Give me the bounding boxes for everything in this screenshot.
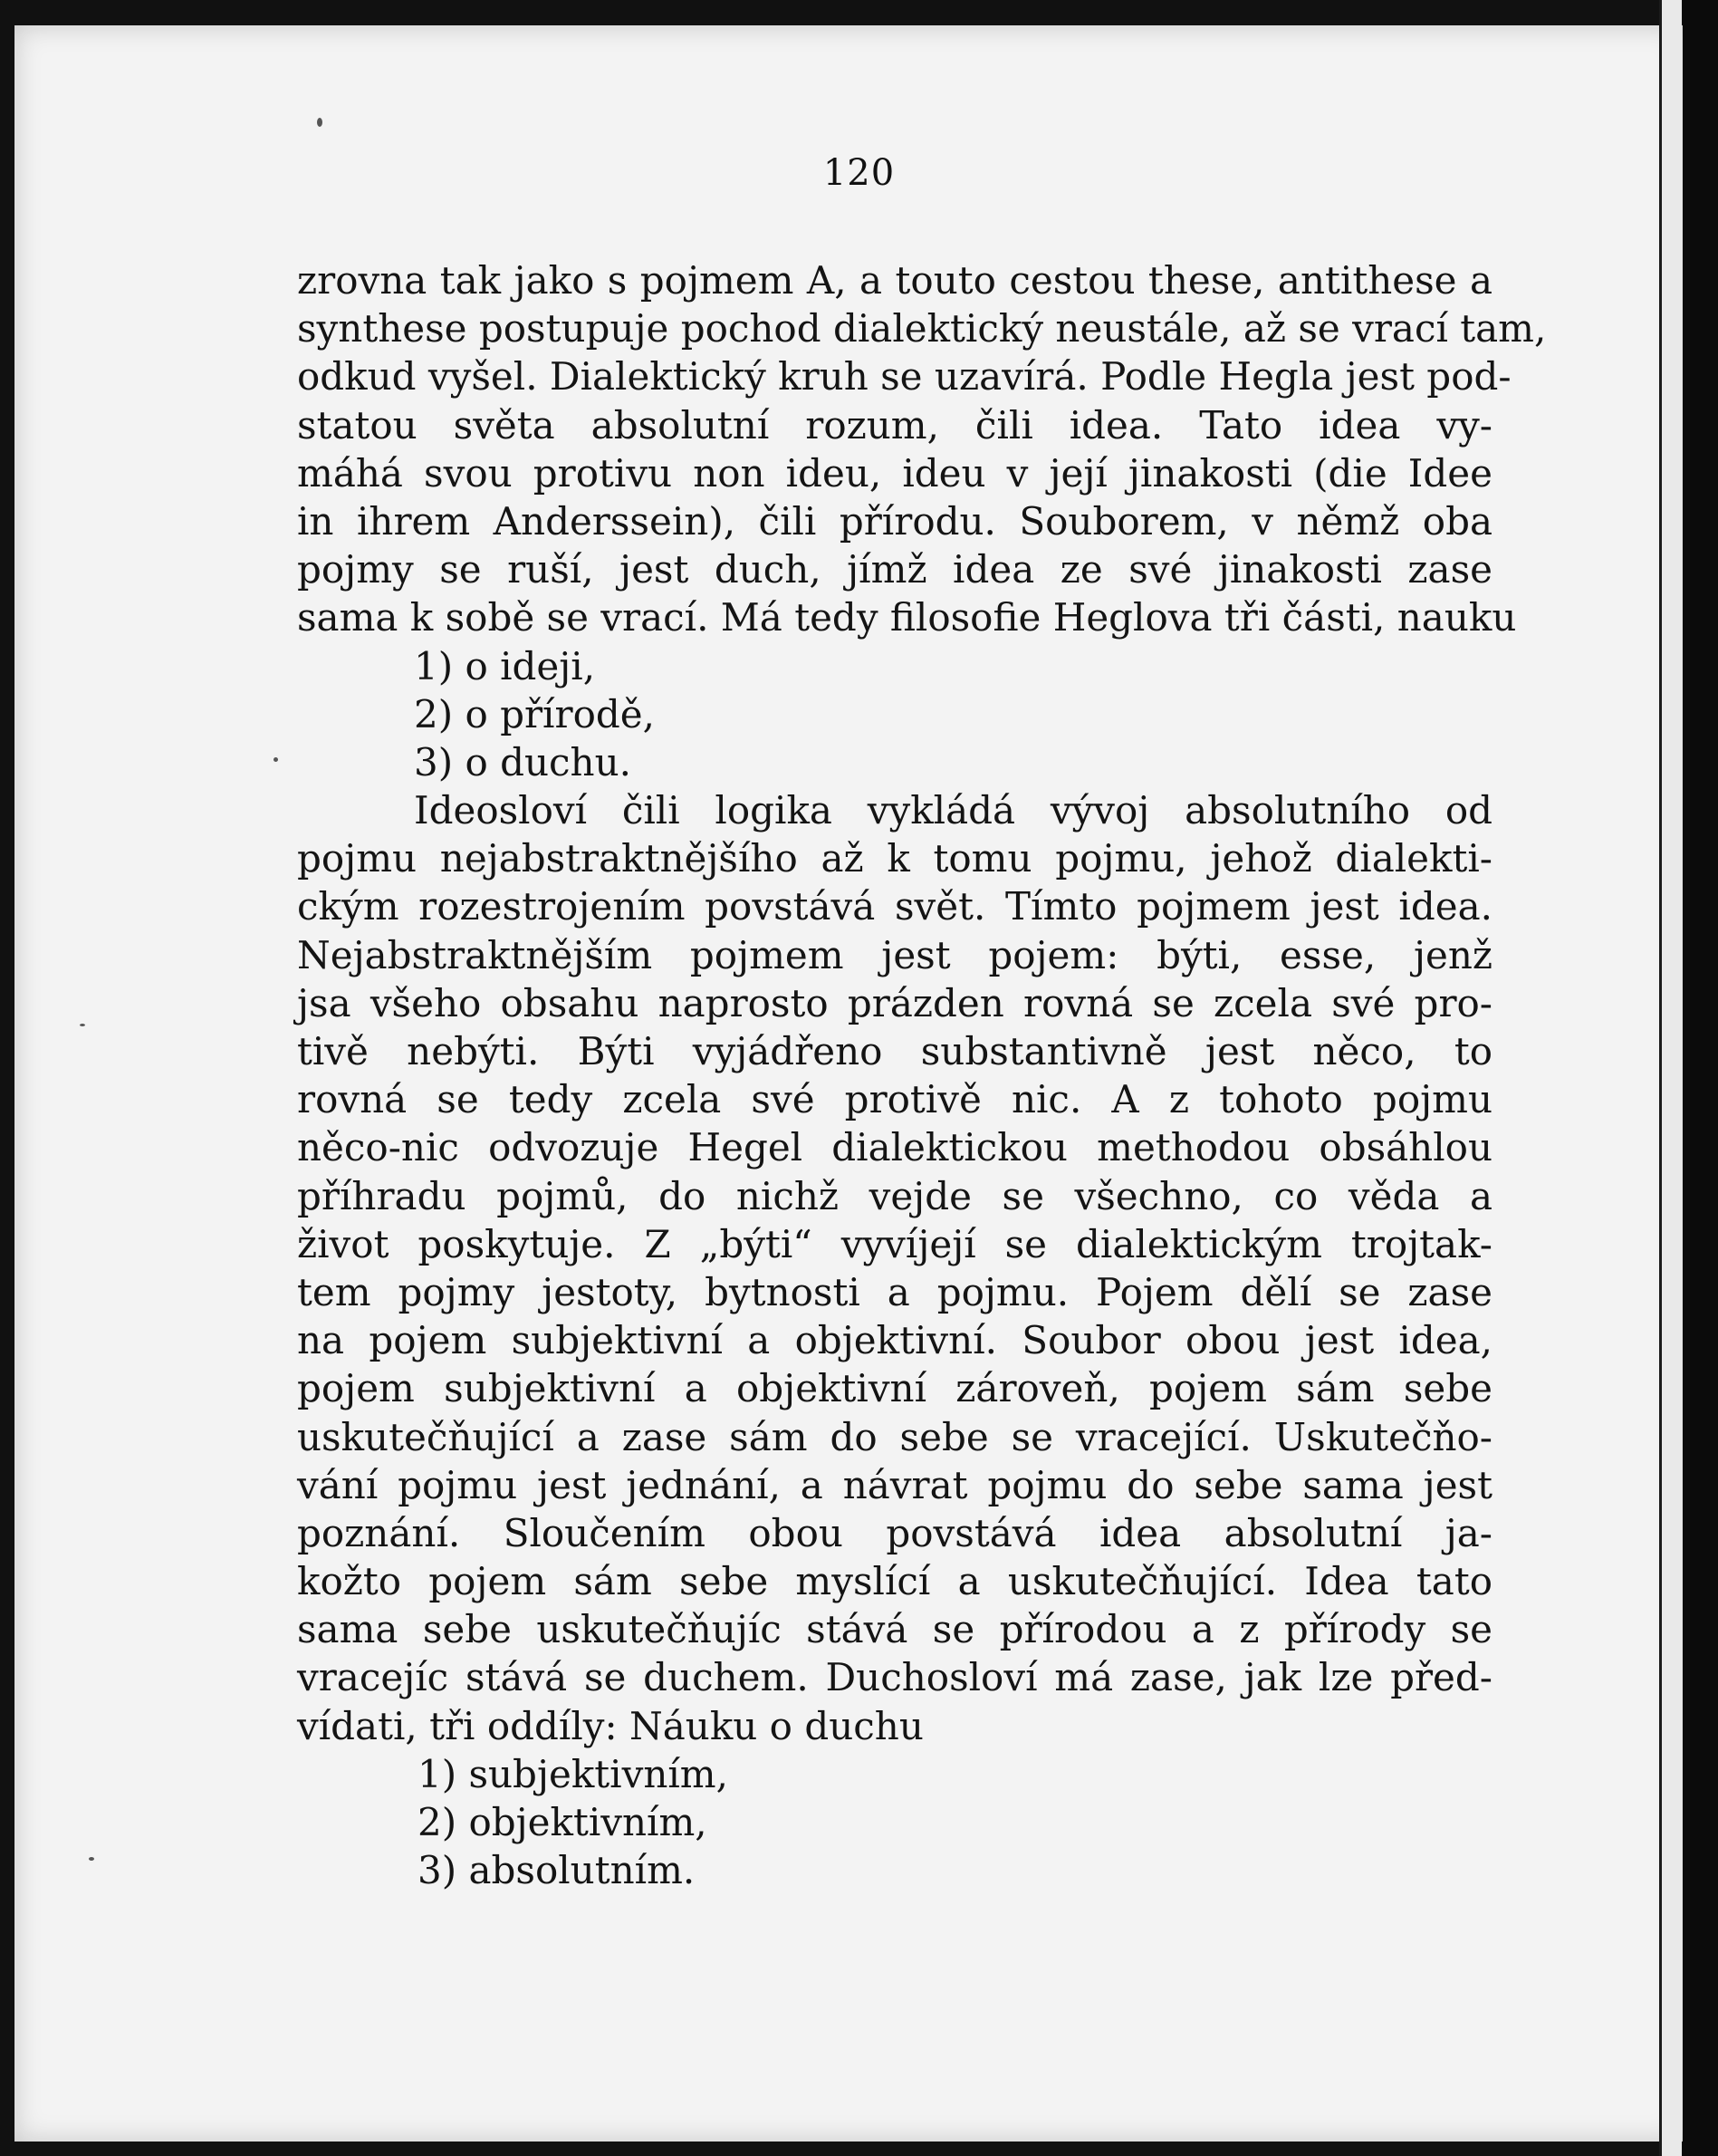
page-edge [1659,0,1682,2156]
text-line: uskutečňující a zase sám do sebe se vracející. Uskutečňo- [297,1414,1492,1459]
binding-shadow [1683,0,1718,2156]
text-line: synthese postupuje pochod dialektický neustále, až se vrací tam, [297,306,1547,351]
list-item: 1) o ideji, [414,643,596,688]
text-line: pojmy se ruší, jest duch, jímž idea ze své jinakosti zase [297,547,1492,592]
text-line: tem pojmy jestoty, bytnosti a pojmu. Pojem dělí se zase [297,1269,1492,1314]
text-line: tivě nebýti. Býti vyjádřeno substantivně jest něco, to [297,1029,1492,1073]
text-line: příhradu pojmů, do nichž vejde se všechno, co věda a [297,1173,1492,1218]
text-line: vání pojmu jest jednání, a návrat pojmu do sebe sama jest [297,1462,1492,1507]
text-line: vídati, tři oddíly: Náuku o duchu [297,1703,924,1748]
text-line: rovná se tedy zcela své protivě nic. A z tohoto pojmu [297,1077,1492,1122]
text-line: něco-nic odvozuje Hegel dialektickou methodou obsáhlou [297,1125,1492,1170]
text-line: in ihrem Anderssein), čili přírodu. Souborem, v němž oba [297,498,1492,544]
text-line: pojmu nejabstraktnějšího až k tomu pojmu, jehož dialekti- [297,836,1492,881]
text-line: statou světa absolutní rozum, čili idea. Tato idea vy- [297,402,1492,448]
text-line: máhá svou protivu non ideu, ideu v její jinakosti (die Idee [297,450,1492,496]
list-item: 3) absolutním. [418,1848,696,1893]
text-line: život poskytuje. Z „býti“ vyvíjejí se dialektickým trojtak- [297,1221,1492,1266]
text-line: ckým rozestrojením povstává svět. Tímto pojmem jest idea. [297,884,1492,929]
dust-speck [89,1857,94,1861]
text-line: kožto pojem sám sebe myslící a uskutečňující. Idea tato [297,1559,1492,1604]
text-line: jsa všeho obsahu naprosto prázden rovná se zcela své pro- [297,980,1492,1025]
text-line: vracejíc stává se duchem. Duchosloví má zase, jak lze před- [297,1655,1492,1700]
list-item: 1) subjektivním, [418,1751,728,1796]
dust-speck [274,757,278,762]
body-text [297,256,1547,1894]
text-line: odkud vyšel. Dialektický kruh se uzavírá. Podle Hegla jest pod- [297,354,1512,399]
text-line: pojem subjektivní a objektivní zároveň, pojem sám sebe [297,1366,1492,1411]
text-line: poznání. Sloučením obou povstává idea absolutní ja- [297,1510,1492,1555]
list-item: 2) o přírodě, [414,691,655,736]
text-line: zrovna tak jako s pojmem A, a touto cestou these, antithese a [297,258,1492,303]
list-item: 2) objektivním, [418,1800,707,1844]
text-line: Ideosloví čili logika vykládá vývoj absolutního od [414,788,1492,833]
text-line: Nejabstraktnějším pojmem jest pojem: býti, esse, jenž [297,932,1492,977]
text-line: na pojem subjektivní a objektivní. Soubor obou jest idea, [297,1318,1492,1363]
page-number: 120 [822,152,896,194]
list-item: 3) o duchu. [414,739,632,784]
dust-speck [317,118,322,127]
dust-speck [80,1024,85,1026]
text-line: sama sebe uskutečňujíc stává se přírodou a z přírody se [297,1607,1492,1652]
text-line: sama k sobě se vrací. Má tedy filosofie Heglova tři části, nauku [297,595,1517,640]
